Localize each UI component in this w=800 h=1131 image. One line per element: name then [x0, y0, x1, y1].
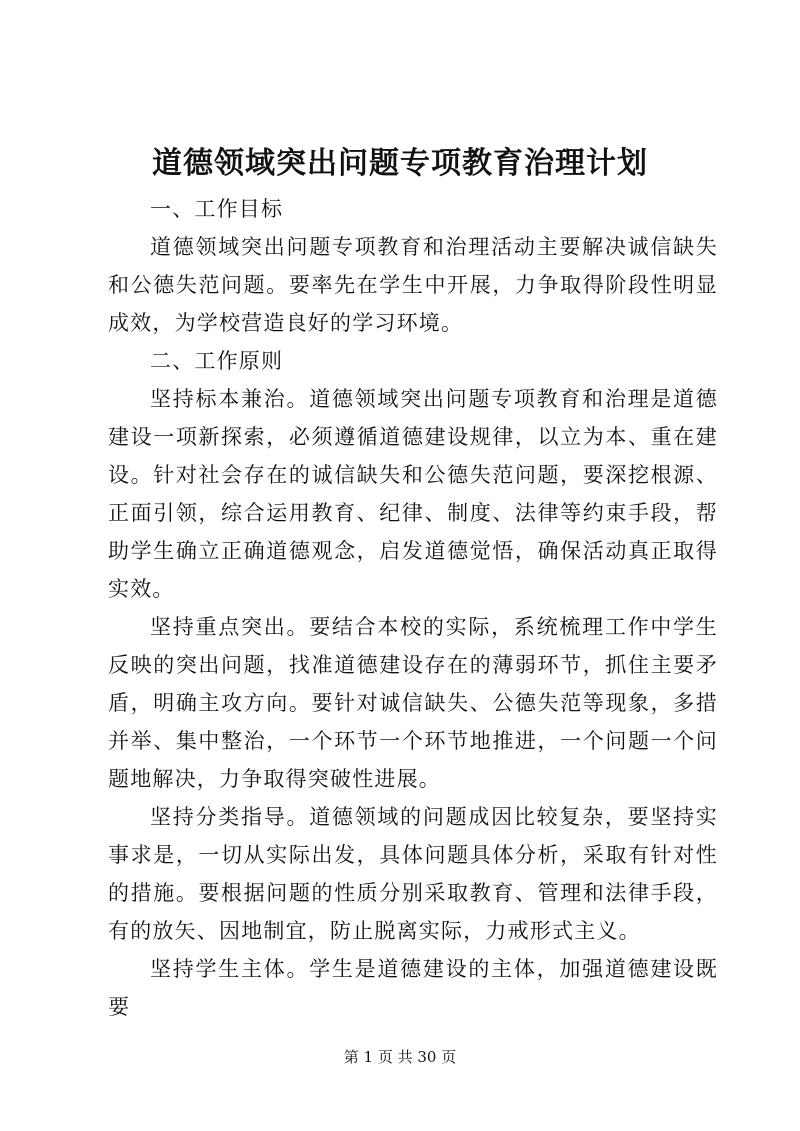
paragraph: 坚持分类指导。道德领域的问题成因比较复杂，要坚持实事求是，一切从实际出发，具体问题具体分析，采取有针对性的措施。要根据问题的性质分别采取教育、管理和法律手段，有的放矢、因地制宜，防止脱离实际，力戒形式主义。 — [108, 805, 718, 943]
paragraph: 坚持标本兼治。道德领域突出问题专项教育和治理是道德建设一项新探索，必须遵循道德建设规律，以立为本、重在建设。针对社会存在的诚信缺失和公德失范问题，要深挖根源、正面引领，综合运用教育、纪律、制度、法律等约束手段，帮助学生确立正确道德观念，启发道德觉悟，确保活动真正取得实效。 — [108, 387, 718, 601]
page-footer: 第 1 页 共 30 页 — [343, 1048, 457, 1066]
paragraph: 坚持学生主体。学生是道德建设的主体，加强道德建设既要 — [108, 957, 718, 1019]
paragraph: 道德领域突出问题专项教育和治理活动主要解决诚信缺失和公德失范问题。要率先在学生中开展，力争取得阶段性明显成效，为学校营造良好的学习环境。 — [108, 235, 718, 335]
document-title: 道德领域突出问题专项教育治理计划 — [152, 146, 648, 181]
section-heading: 一、工作目标 — [150, 197, 284, 221]
paragraph: 坚持重点突出。要结合本校的实际，系统梳理工作中学生反映的突出问题，找准道德建设存在的薄弱环节，抓住主要矛盾，明确主攻方向。要针对诚信缺失、公德失范等现象，多措并举、集中整治，一个环节一个环节地推进，一个问题一个问题地解决，力争取得突破性进展。 — [108, 615, 718, 791]
document-body — [108, 190, 718, 1026]
section-heading: 二、工作原则 — [150, 349, 284, 373]
